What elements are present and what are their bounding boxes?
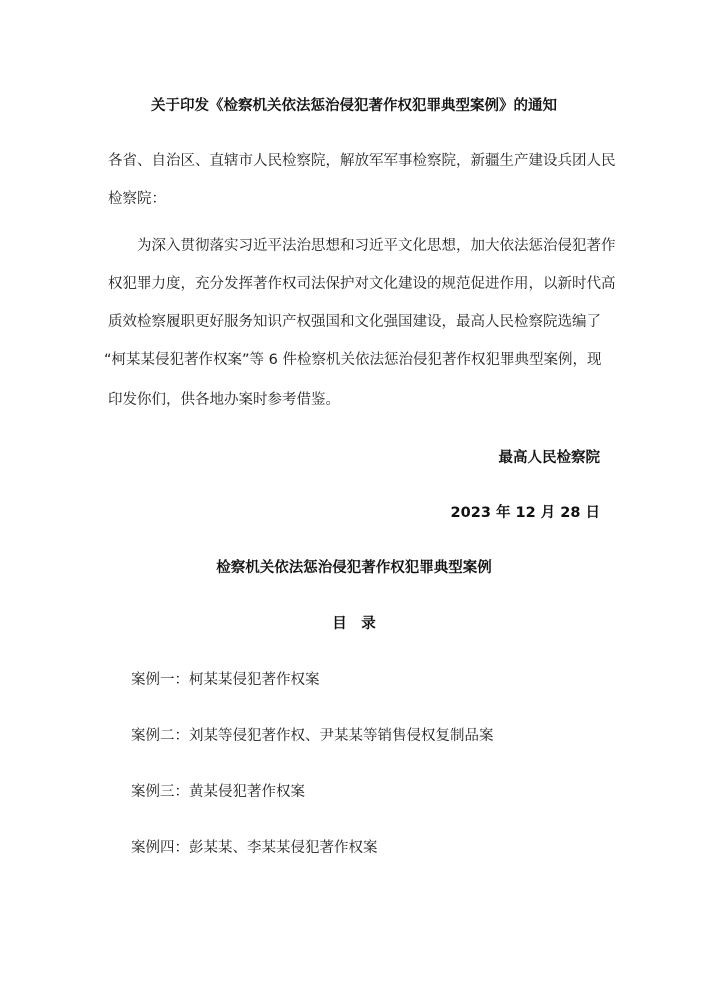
toc-item: 案例二：刘某等侵犯著作权、尹某某等销售侵权复制品案 [131, 728, 494, 744]
toc-item: 案例一：柯某某侵犯著作权案 [131, 672, 320, 688]
signature: 最高人民检察院 [498, 450, 600, 466]
addressee-line: 各省、自治区、直辖市人民检察院，解放军军事检察院，新疆生产建设兵团人民 [108, 153, 616, 169]
date: 2023 年 12 月 28 日 [450, 505, 600, 521]
body-line: “柯某某侵犯著作权案”等 6 件检察机关依法惩治侵犯著作权犯罪典型案例，现 [104, 352, 602, 368]
body-line: 质效检察履职更好服务知识产权强国和文化强国建设，最高人民检察院选编了 [108, 314, 601, 330]
body-line: 为深入贯彻落实习近平法治思想和习近平文化思想，加大依法惩治侵犯著作 [137, 238, 616, 254]
toc-item: 案例四：彭某某、李某某侵犯著作权案 [131, 840, 378, 856]
toc-item: 案例三：黄某侵犯著作权案 [131, 784, 305, 800]
subtitle: 检察机关依法惩治侵犯著作权犯罪典型案例 [216, 560, 492, 576]
body-line: 权犯罪力度，充分发挥著作权司法保护对文化建设的规范促进作用，以新时代高 [108, 276, 616, 292]
notice-title: 关于印发《检察机关依法惩治侵犯著作权犯罪典型案例》的通知 [151, 98, 557, 114]
addressee-line: 检察院： [108, 191, 166, 207]
body-line: 印发你们，供各地办案时参考借鉴。 [108, 392, 340, 408]
toc-heading: 目 录 [332, 616, 376, 632]
